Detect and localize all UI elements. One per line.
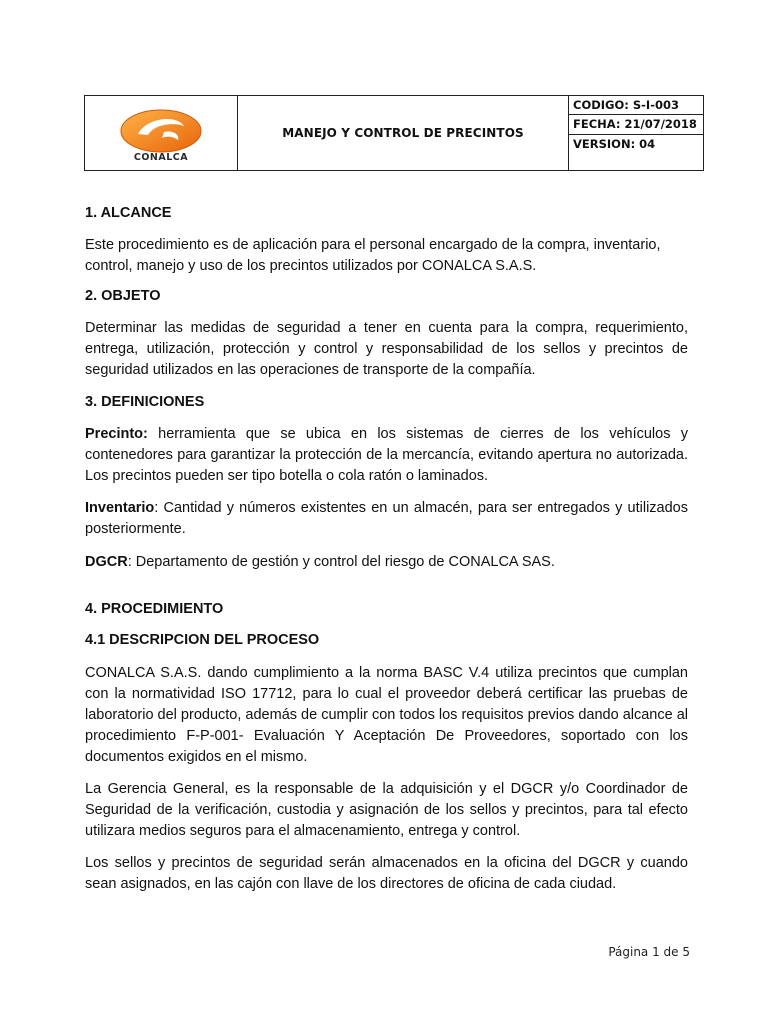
definition-text: : Cantidad y números existentes en un almacén, para ser entregados y utilizados posteriormente.: [85, 500, 688, 537]
page-number: Página 1 de 5: [608, 945, 690, 959]
definition-precinto: [85, 424, 688, 487]
document-title: MANEJO Y CONTROL DE PRECINTOS: [238, 96, 569, 171]
subsection-heading-descripcion: 4.1 DESCRIPCION DEL PROCESO: [85, 632, 320, 648]
section-heading-objeto: 2. OBJETO: [85, 288, 161, 304]
procedimiento-paragraph-2: La Gerencia General, es la responsable de la adquisición y el DGCR y/o Coordinador de Seguridad de la verificación, custodia y asignación de los sellos y precintos, para tal efecto utilizara medios seguros para el almacenamiento, entrega y control.: [85, 781, 688, 839]
definition-text: : Departamento de gestión y control del riesgo de CONALCA SAS.: [127, 554, 555, 570]
section-heading-definiciones: 3. DEFINICIONES: [85, 394, 205, 410]
logo-cell: [85, 96, 238, 171]
definition-dgcr: [85, 552, 688, 573]
procedimiento-paragraph-1: CONALCA S.A.S. dando cumplimiento a la norma BASC V.4 utiliza precintos que cumplan con la normatividad ISO 17712, para lo cual el proveedor deberá certificar las pruebas de laboratorio del producto, además de cumplir con todos los requisitos previos dando alcance al procedimiento F-P-001- Evaluación Y Aceptación De Proveedores, soportado con los documentos exigidos en el mismo.: [85, 665, 688, 765]
document-body: [85, 205, 688, 895]
alcance-text: Este procedimiento es de aplicación para el personal encargado de la compra, inventario, control, manejo y uso de los precintos utilizados por CONALCA S.A.S.: [85, 237, 661, 274]
objeto-text: Determinar las medidas de seguridad a tener en cuenta para la compra, requerimiento, entrega, utilización, protección y control y responsabilidad de los sellos y precintos de seguridad utilizados en las operaciones de transporte de la compañía.: [85, 320, 688, 378]
logo-text: CONALCA: [133, 151, 189, 163]
definition-inventario: [85, 498, 688, 540]
section-heading-alcance: 1. ALCANCE: [85, 205, 172, 221]
conalca-logo-icon: [118, 108, 204, 154]
document-code: CODIGO: S-I-003: [569, 96, 704, 115]
definition-term: Inventario: [85, 500, 155, 516]
definition-text: herramienta que se ubica en los sistemas de cierres de los vehículos y contenedores para garantizar la protección de la mercancía, evitando apertura no autorizada. Los precintos pueden ser tipo botella o cola ratón o laminados.: [85, 426, 688, 484]
section-heading-procedimiento: 4. PROCEDIMIENTO: [85, 601, 224, 617]
document-header-table: [84, 95, 704, 171]
definition-term: Precinto:: [85, 426, 148, 442]
procedimiento-paragraph-3: Los sellos y precintos de seguridad serán almacenados en la oficina del DGCR y cuando sean asignados, en las cajón con llave de los directores de oficina de cada ciudad.: [85, 855, 688, 892]
document-date: FECHA: 21/07/2018: [569, 115, 704, 134]
document-version: VERSION: 04: [569, 134, 704, 171]
definition-term: DGCR: [85, 554, 128, 570]
